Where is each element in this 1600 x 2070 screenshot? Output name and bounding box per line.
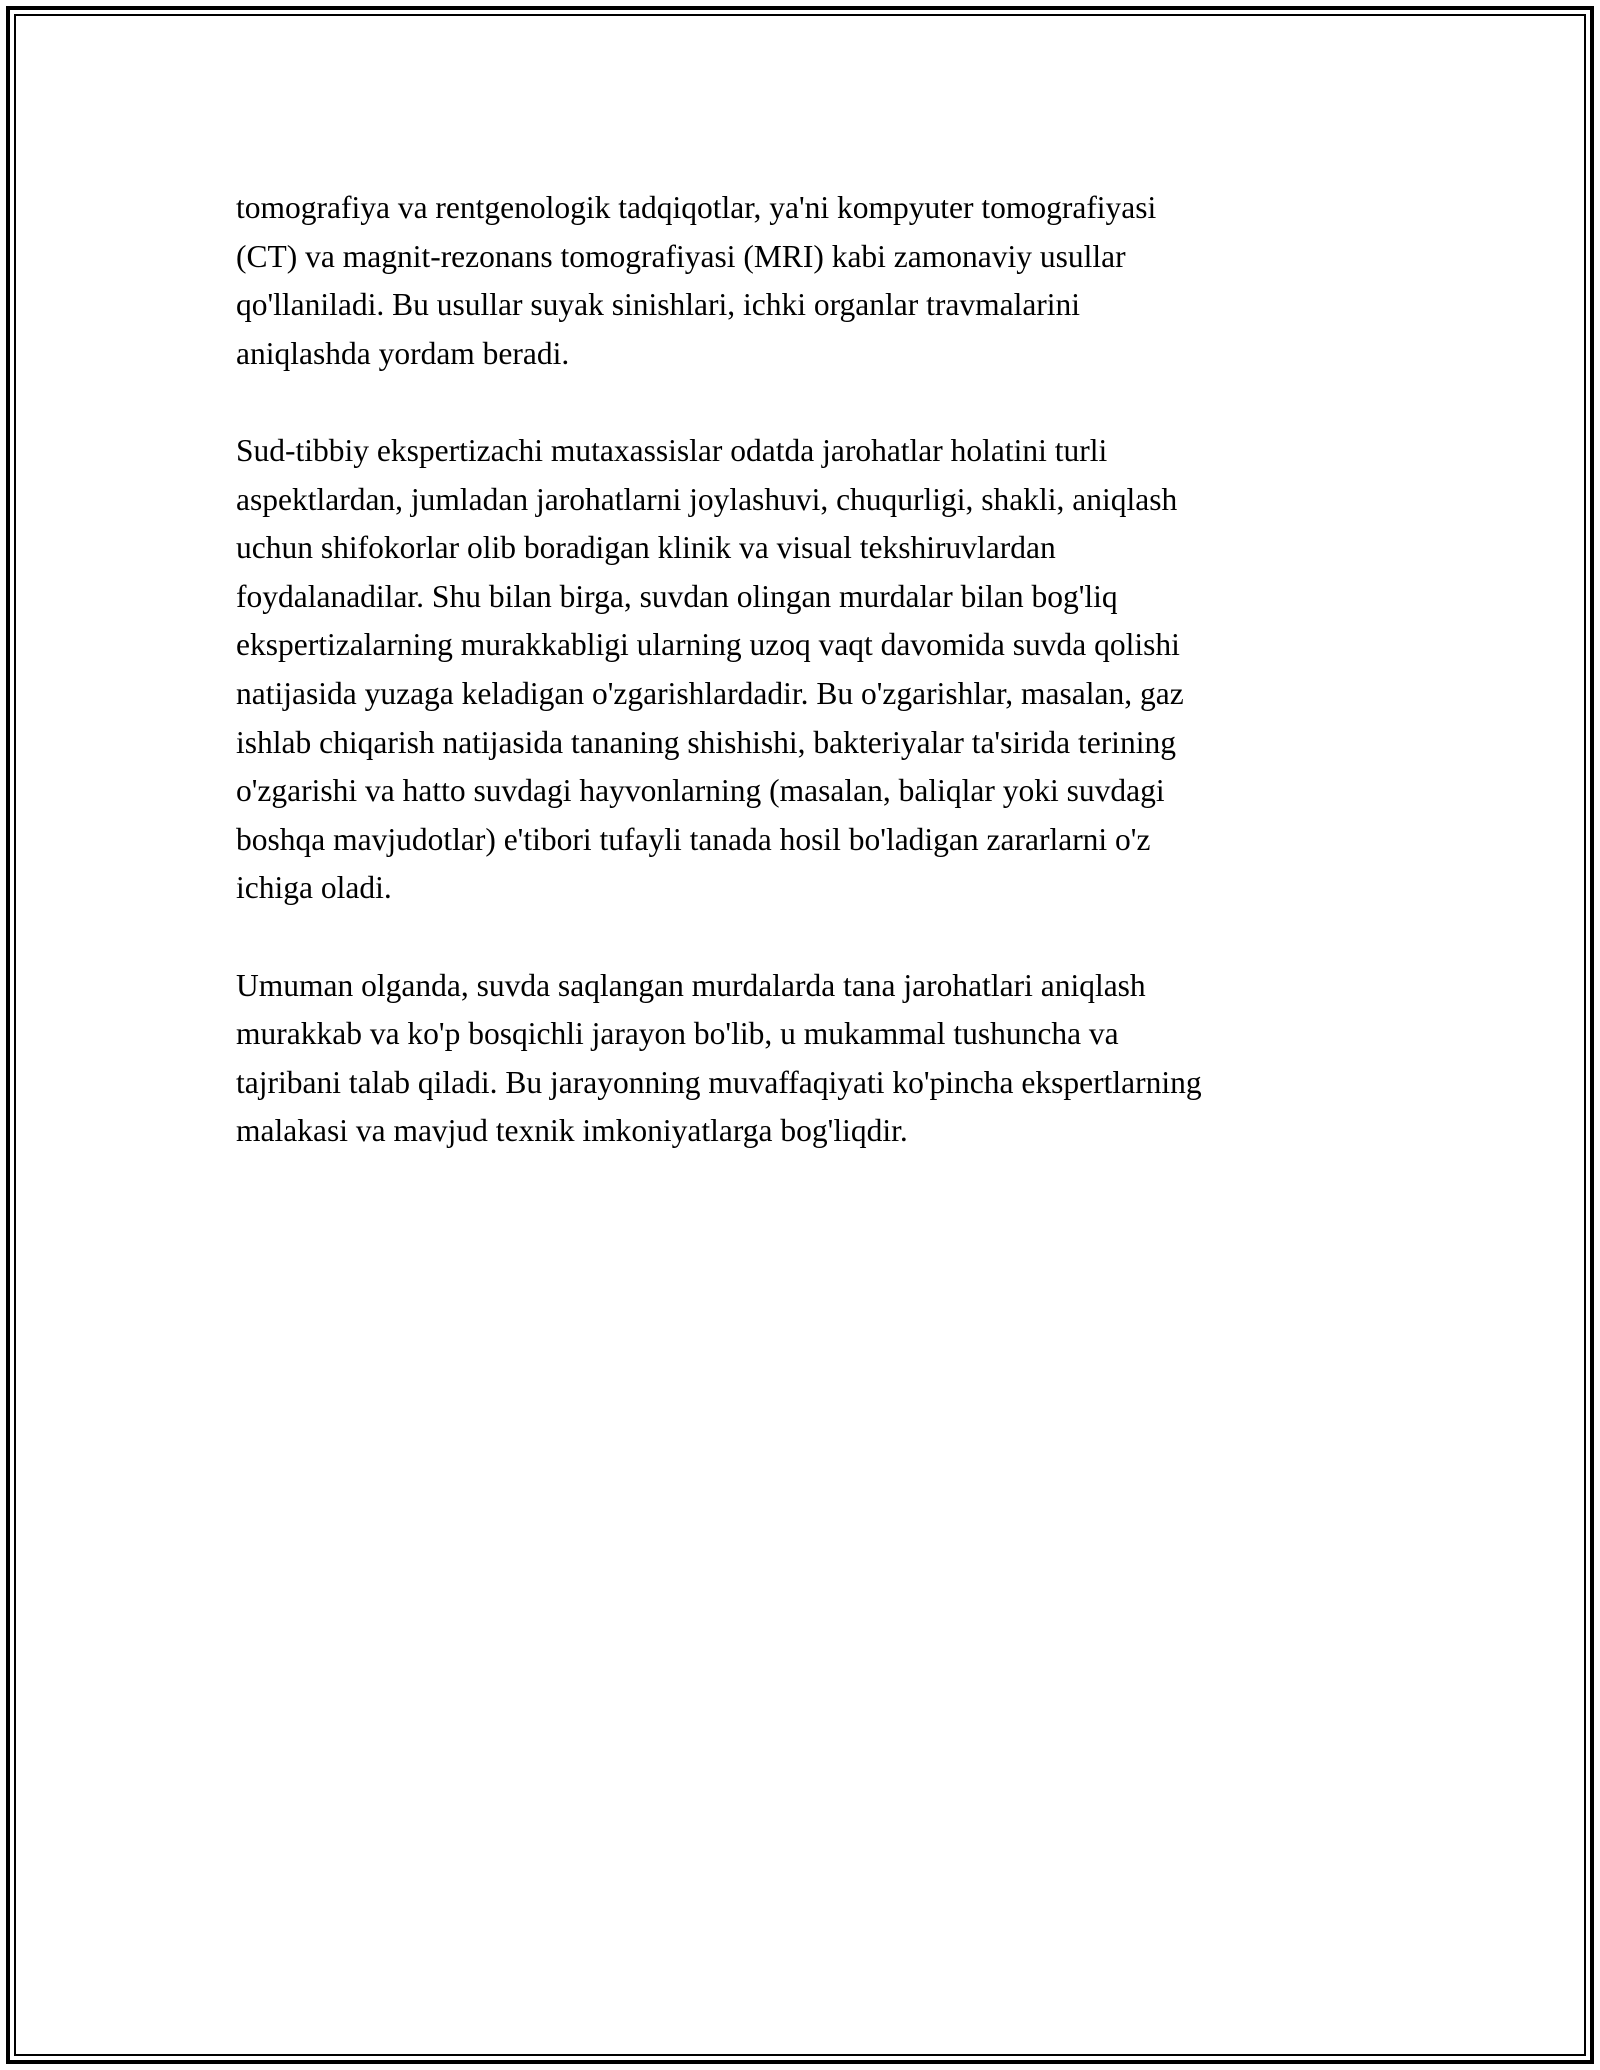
paragraph-3 [236,962,1376,1156]
text-line: murakkab va ko'p bosqichli jarayon bo'lib, u mukammal tushuncha va [236,1016,1119,1052]
paragraph-2 [236,427,1376,913]
text-line: malakasi va mavjud texnik imkoniyatlarga bog'liqdir. [236,1113,908,1149]
text-line: natijasida yuzaga keladigan o'zgarishlardadir. Bu o'zgarishlar, masalan, gaz [236,675,1184,711]
text-line: Umuman olganda, suvda saqlangan murdalarda tana jarohatlari aniqlash [236,967,1146,1003]
document-body [236,184,1376,1204]
text-line: aspektlardan, jumladan jarohatlarni joylashuvi, chuqurligi, shakli, aniqlash [236,481,1178,517]
text-line: tomografiya va rentgenologik tadqiqotlar, ya'ni kompyuter tomografiyasi [236,190,1157,225]
text-line: ekspertizalarning murakkabligi ularning uzoq vaqt davomida suvda qolishi [236,627,1180,663]
text-line: uchun shifokorlar olib boradigan klinik va visual tekshiruvlardan [236,530,1056,566]
text-line: (CT) va magnit-rezonans tomografiyasi (MRI) kabi zamonaviy usullar [236,238,1126,274]
text-line: Sud-tibbiy ekspertizachi mutaxassislar odatda jarohatlar holatini turli [236,432,1108,468]
text-line: tajribani talab qiladi. Bu jarayonning muvaffaqiyati ko'pincha ekspertlarning [236,1064,1202,1100]
text-line: foydalanadilar. Shu bilan birga, suvdan olingan murdalar bilan bog'liq [236,578,1118,614]
paragraph-1 [236,184,1376,378]
text-line: o'zgarishi va hatto suvdagi hayvonlarning (masalan, baliqlar yoki suvdagi [236,773,1165,809]
text-line: boshqa mavjudotlar) e'tibori tufayli tanada hosil bo'ladigan zararlarni o'z [236,821,1151,857]
text-line: qo'llaniladi. Bu usullar suyak sinishlari, ichki organlar travmalarini [236,287,1081,323]
text-line: ichiga oladi. [236,870,392,906]
text-line: ishlab chiqarish natijasida tananing shishishi, bakteriyalar ta'sirida terining [236,724,1176,760]
text-line: aniqlashda yordam beradi. [236,335,570,371]
